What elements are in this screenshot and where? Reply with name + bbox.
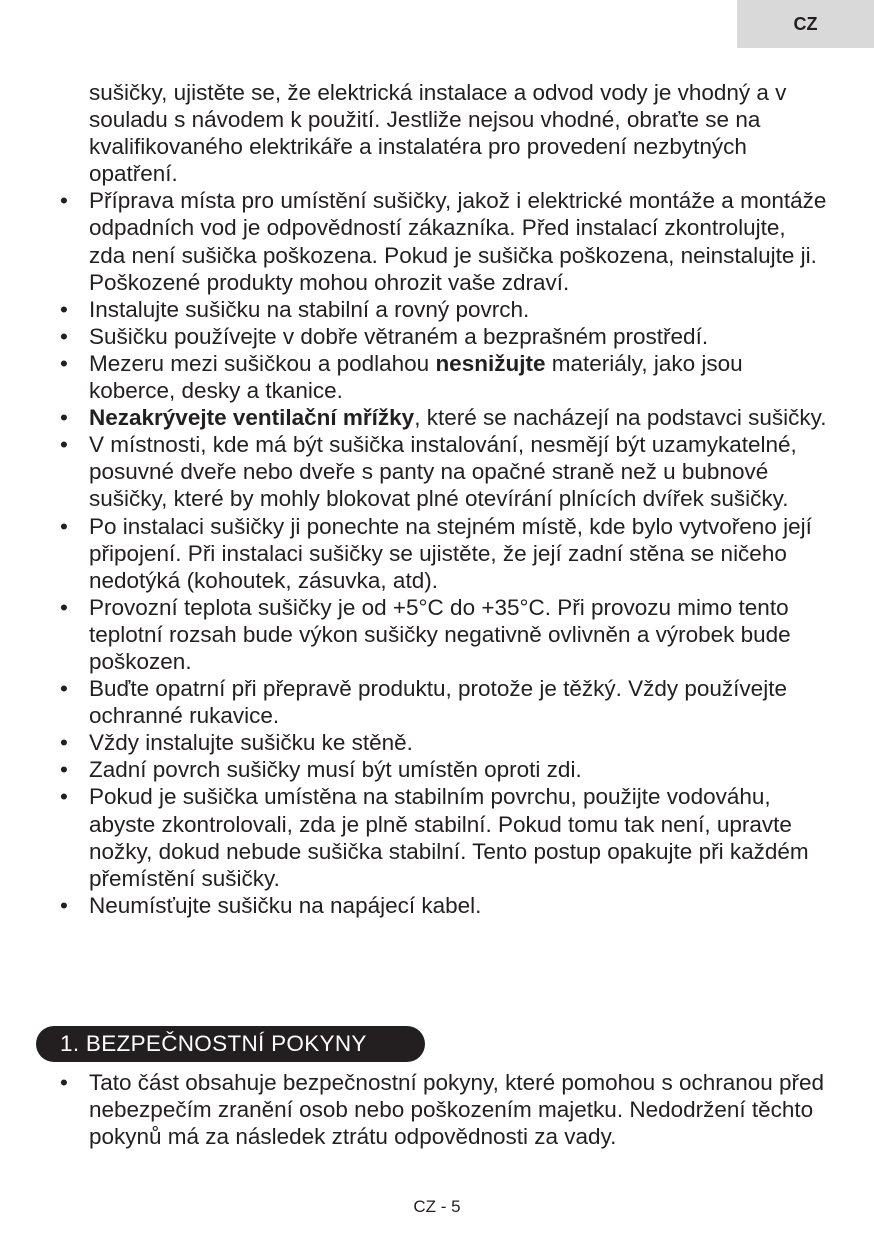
item-text: Provozní teplota sušičky je od +5°C do +35°C. Při provozu mimo tento teplotní rozsah bude výkon sušičky negativně ovlivněn a výrobek bude poškozen. — [89, 594, 791, 674]
list-item — [58, 675, 828, 729]
language-label: CZ — [793, 13, 818, 34]
item-text: V místnosti, kde má být sušička instalování, nesmějí být uzamykatelné, posuvné dveře nebo dveře s panty na opačné straně než u bubnové sušičky, které by mohly blokovat plné otevírání plnících dvířek sušičky. — [89, 432, 797, 512]
list-item — [58, 350, 828, 404]
item-text: Zadní povrch sušičky musí být umístěn oproti zdi. — [89, 757, 582, 783]
item-emphasis: nesnižujte — [435, 350, 546, 376]
item-text: Neumísťujte sušičku na napájecí kabel. — [89, 892, 482, 918]
list-item — [58, 296, 828, 323]
item-text-tail: materiály, jako jsou koberce, desky a tkanice. — [89, 350, 743, 404]
item-text: Mezeru mezi sušičkou a podlahou — [89, 350, 436, 376]
instruction-list — [58, 187, 828, 919]
item-text: Pokud je sušička umístěna na stabilním povrchu, použijte vodováhu, abyste zkontrolovali, zda je plně stabilní. Pokud tomu tak není, upravte nožky, dokud nebude sušička stabilní. Tento postup opakujte při každém přemístění sušičky. — [89, 784, 809, 891]
intro-paragraph: sušičky, ujistěte se, že elektrická instalace a odvod vody je vhodný a v souladu s návodem k použití. Jestliže nejsou vhodné, obraťte se na kvalifikovaného elektrikáře a instalatéra pro provedení nezbytných opatření. — [89, 80, 787, 187]
instructions-body — [58, 79, 828, 919]
list-item — [58, 594, 828, 675]
page-number: CZ - 5 — [413, 1197, 461, 1216]
item-text: Tato část obsahuje bezpečnostní pokyny, které pomohou s ochranou před nebezpečím zranění osob nebo poškozením majetku. Nedodržení těchto pokynů má za následek ztrátu odpovědnosti za vady. — [89, 1070, 825, 1150]
list-item — [58, 1069, 828, 1150]
item-text: Sušičku používejte v dobře větraném a bezprašném prostředí. — [89, 323, 709, 349]
item-emphasis: Nezakrývejte ventilační mřížky — [89, 405, 415, 431]
section-body — [58, 1069, 828, 1150]
list-item — [58, 431, 828, 512]
item-text: Instalujte sušičku na stabilní a rovný povrch. — [89, 296, 530, 322]
list-item — [58, 729, 828, 756]
list-item — [58, 513, 828, 594]
section-title: 1. BEZPEČNOSTNÍ POKYNY — [60, 1031, 367, 1056]
language-tab — [737, 0, 874, 48]
list-item — [58, 756, 828, 783]
safety-list — [58, 1069, 828, 1150]
item-text-tail: , které se nacházejí na podstavci sušičky. — [414, 405, 827, 431]
item-text: Po instalaci sušičky ji ponechte na stejném místě, kde bylo vytvořeno její připojení. Při instalaci sušičky se ujistěte, že její zadní stěna se ničeho nedotýká (kohoutek, zásuvka, atd). — [89, 513, 812, 593]
list-item — [58, 187, 828, 295]
list-item — [58, 323, 828, 350]
item-text: Příprava místa pro umístění sušičky, jakož i elektrické montáže a montáže odpadních vod je odpovědností zákazníka. Před instalací zkontrolujte, zda není sušička poškozena. Pokud je sušička poškozena, neinstalujte ji. Poškozené produkty mohou ohrozit vaše zdraví. — [89, 188, 827, 295]
item-text: Vždy instalujte sušičku ke stěně. — [89, 730, 413, 756]
list-item — [58, 404, 828, 431]
section-heading — [36, 1026, 425, 1062]
list-item — [58, 783, 828, 891]
item-text: Buďte opatrní při přepravě produktu, protože je těžký. Vždy používejte ochranné rukavice. — [89, 676, 787, 729]
list-item — [58, 892, 828, 919]
